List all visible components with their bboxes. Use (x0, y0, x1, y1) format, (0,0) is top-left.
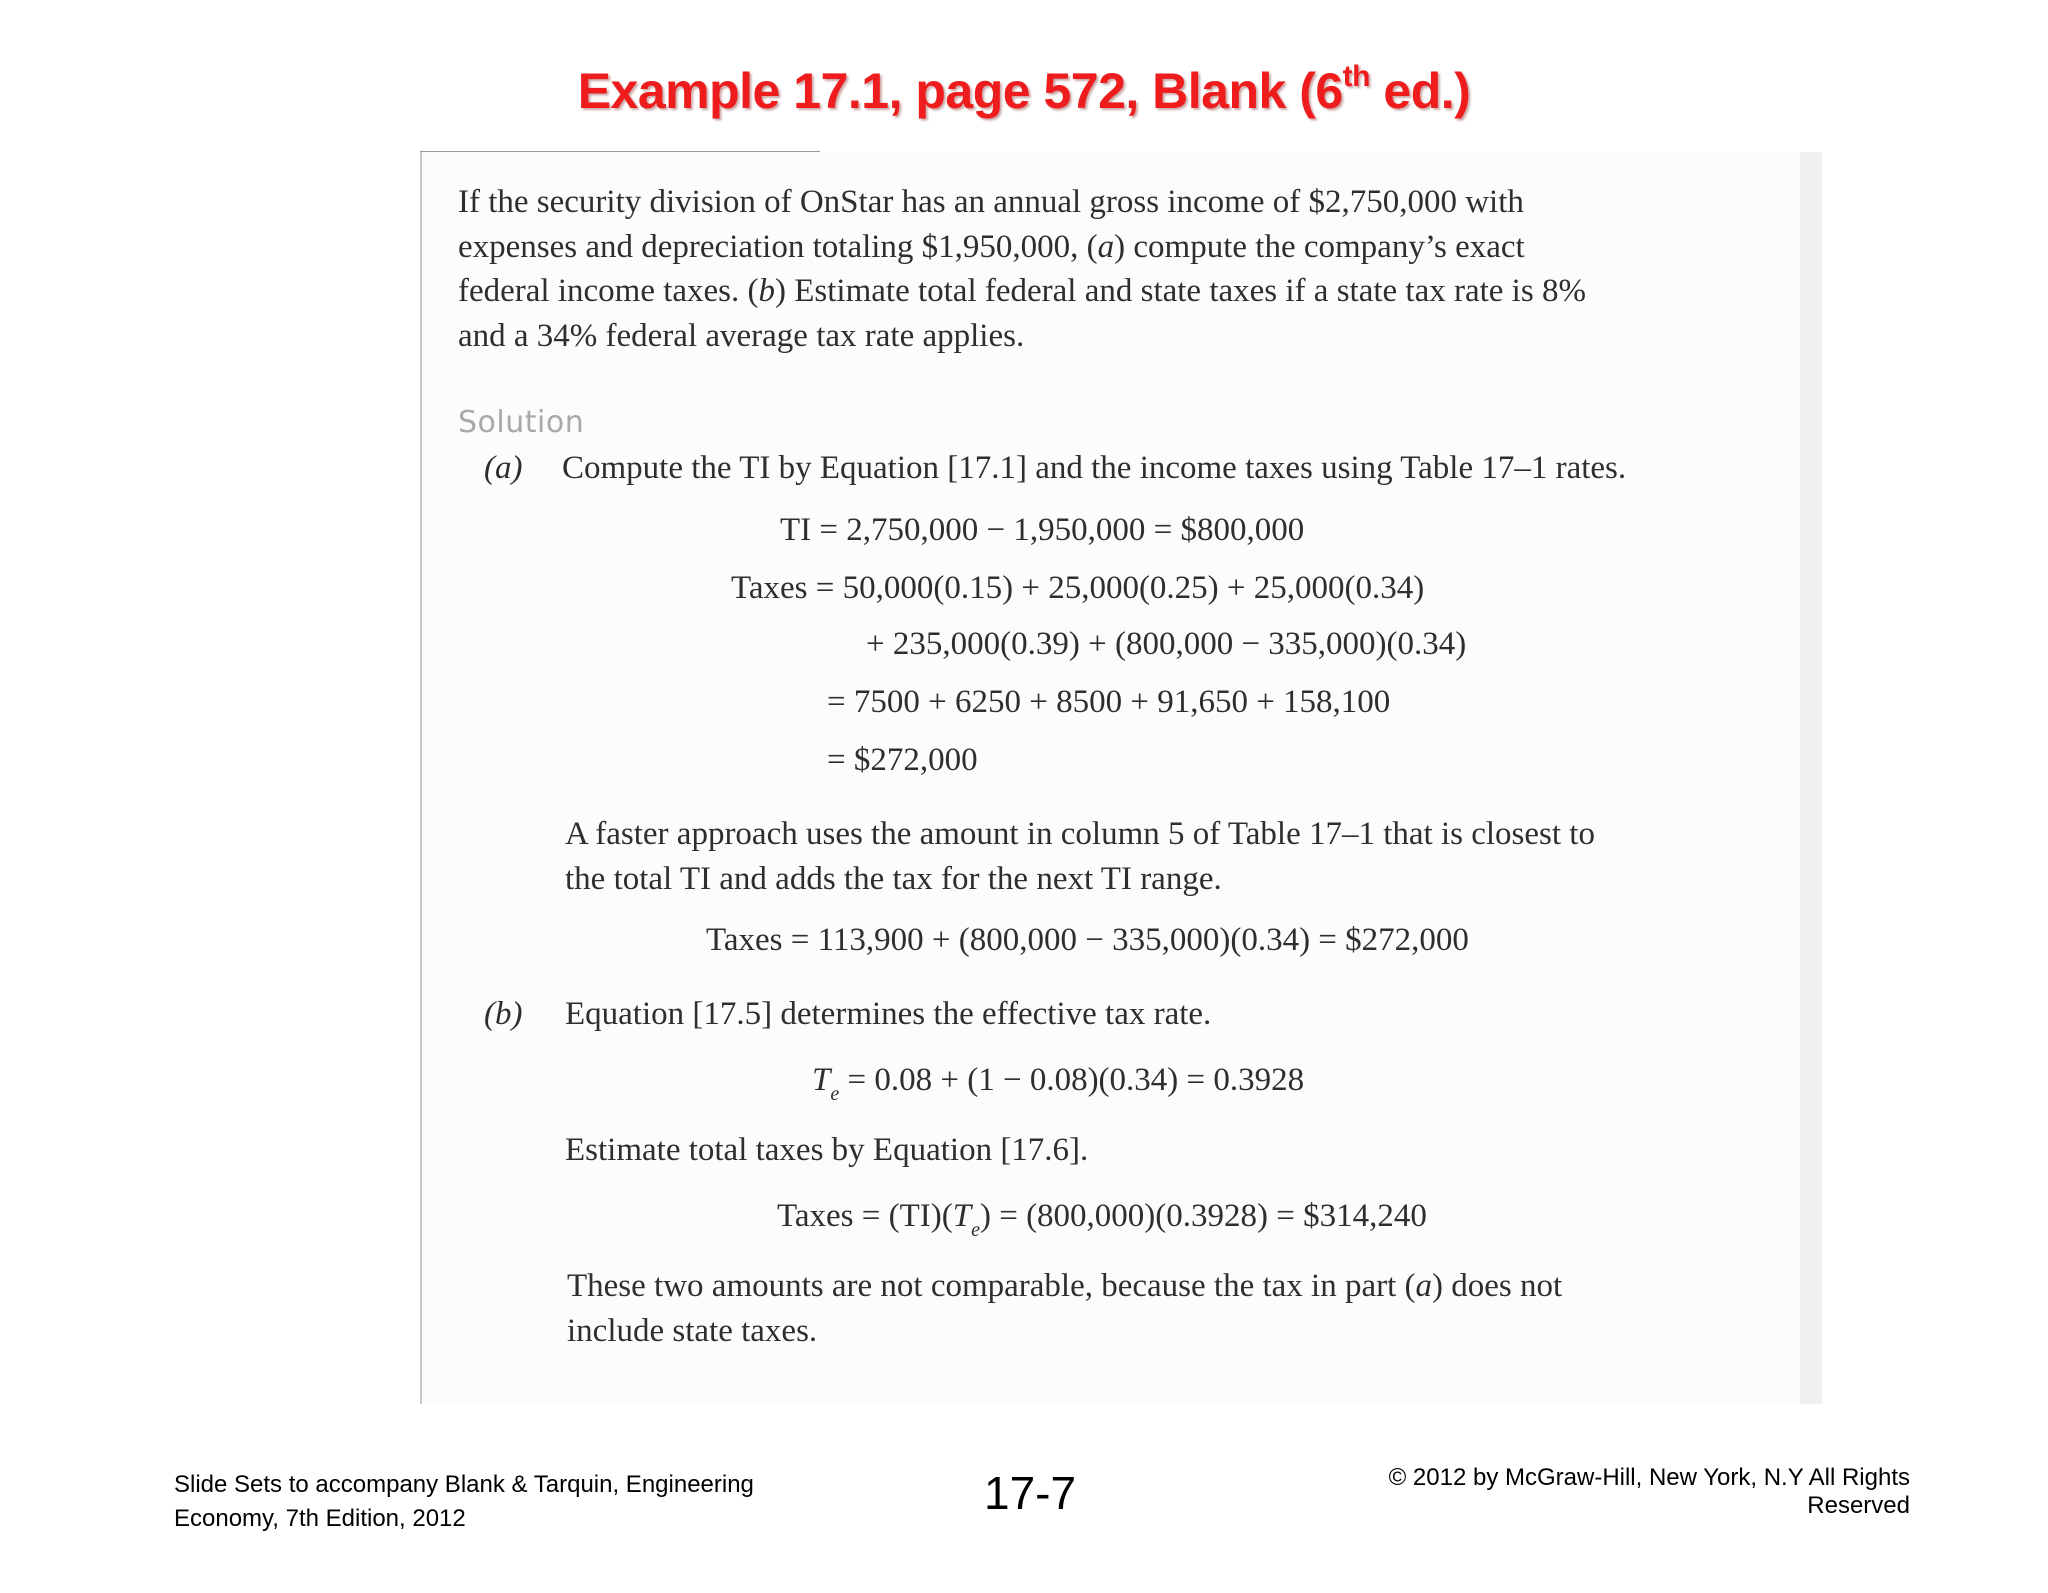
equation-total-taxes (777, 1198, 1427, 1241)
equation-faster-taxes: Taxes = 113,900 + (800,000 − 335,000)(0.34) = $272,000 (706, 922, 1469, 958)
equation-taxes-line-3: = 7500 + 6250 + 8500 + 91,650 + 158,100 (827, 684, 1391, 720)
problem-line-2-c: ) compute the company’s exact (1114, 228, 1525, 265)
closing-line-1-a: These two amounts are not comparable, because the tax in part ( (567, 1268, 1416, 1304)
slide-title-sup: th (1342, 60, 1370, 93)
closing-line-2: include state taxes. (567, 1312, 818, 1349)
part-a-label-text: (a) (484, 450, 523, 486)
equation-ti: TI = 2,750,000 − 1,950,000 = $800,000 (780, 512, 1305, 548)
footer-page-number: 17-7 (984, 1467, 1077, 1519)
problem-line-3 (458, 269, 1754, 314)
estimate-text: Estimate total taxes by Equation [17.6]. (565, 1132, 1089, 1168)
faster-approach-line-1: A faster approach uses the amount in column 5 of Table 17–1 that is closest to (565, 816, 1595, 852)
part-b-label-text: (b) (484, 996, 523, 1032)
slide-title-end: ed.) (1370, 63, 1471, 119)
part-a-label (484, 450, 522, 487)
part-b-text: Equation [17.5] determines the effective tax rate. (565, 996, 1212, 1032)
te-symbol: T (812, 1062, 831, 1098)
problem-statement (458, 180, 1754, 358)
problem-line-2-a: expenses and depreciation totaling $1,950,000, ( (458, 228, 1098, 265)
equation-effective-rate (812, 1062, 1305, 1105)
problem-line-3-b: b (758, 273, 776, 309)
total-taxes-part-b: ) = (800,000)(0.3928) = $314,240 (979, 1198, 1427, 1234)
part-a-text: Compute the TI by Equation [17.1] and the income taxes using Table 17–1 rates. (562, 450, 1627, 486)
footer-copyright: © 2012 by McGraw-Hill, New York, N.Y All Rights Reserved (1388, 1464, 1910, 1519)
slide-title (0, 62, 2048, 120)
scan-edge-shadow (1800, 152, 1822, 1404)
solution-heading: Solution (458, 405, 585, 440)
te-equation-rest: = 0.08 + (1 − 0.08)(0.34) = 0.3928 (839, 1062, 1305, 1098)
closing-line-1-c: ) does not (1432, 1268, 1563, 1304)
closing-line-1 (567, 1264, 1759, 1309)
equation-taxes-line-1: Taxes = 50,000(0.15) + 25,000(0.25) + 25,000(0.34) (731, 570, 1425, 606)
te-subscript: e (830, 1083, 840, 1105)
closing-paragraph (567, 1264, 1759, 1353)
slide-title-main: Example 17.1, page 572, Blank (6 (577, 63, 1343, 119)
total-taxes-te-symbol: T (952, 1198, 972, 1234)
problem-line-1: If the security division of OnStar has an annual gross income of $2,750,000 with (458, 184, 1524, 220)
part-b-label (484, 996, 522, 1033)
faster-approach-paragraph (565, 812, 1757, 901)
faster-approach-line-2: the total TI and adds the tax for the next TI range. (565, 860, 1222, 897)
total-taxes-part-a: Taxes = (TI)( (777, 1198, 953, 1234)
footer-course-info: Slide Sets to accompany Blank & Tarquin, Engineering Economy, 7th Edition, 2012 (174, 1471, 754, 1532)
problem-line-2 (458, 225, 1754, 270)
equation-taxes-line-2: + 235,000(0.39) + (800,000 − 335,000)(0.34) (866, 626, 1467, 662)
problem-line-3-a: federal income taxes. ( (458, 273, 759, 309)
problem-line-3-c: ) Estimate total federal and state taxes if a state tax rate is 8% (775, 273, 1586, 309)
scanned-textbook-page (420, 152, 1822, 1404)
equation-taxes-line-4: = $272,000 (827, 742, 978, 778)
problem-line-2-b: a (1097, 228, 1115, 265)
problem-line-4: and a 34% federal average tax rate applies. (458, 317, 1025, 354)
closing-line-1-b: a (1415, 1268, 1433, 1304)
total-taxes-te-subscript: e (971, 1219, 980, 1241)
